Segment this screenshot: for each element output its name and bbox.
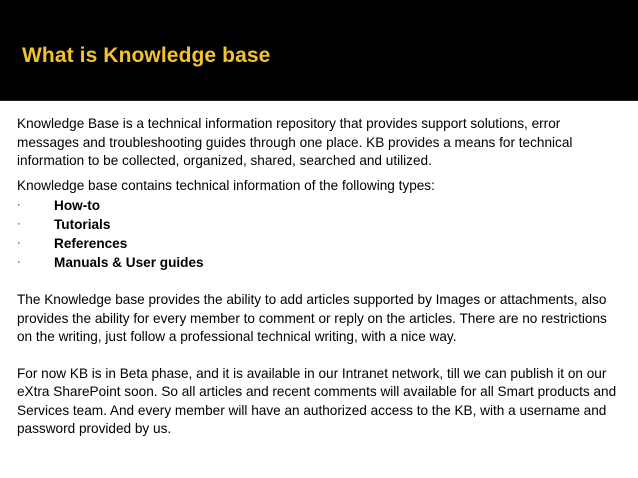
types-list — [17, 196, 625, 272]
types-intro-paragraph: Knowledge base contains technical information of the following types: — [17, 177, 435, 193]
list-item — [17, 215, 625, 234]
list-item-label: References — [54, 236, 128, 251]
bullet-icon: · — [17, 218, 21, 230]
title-bar — [0, 0, 638, 101]
list-item — [17, 253, 625, 272]
slide-body — [17, 115, 625, 439]
list-item — [17, 196, 625, 215]
bullet-icon: · — [17, 256, 21, 268]
list-item-label: How-to — [54, 198, 101, 213]
bullet-icon: · — [17, 199, 21, 211]
slide-title: What is Knowledge base — [22, 44, 271, 67]
intro-paragraph: Knowledge Base is a technical information repository that provides support solutions, error messages and troubleshooting guides through one place. KB provides a means for technical information to be collected, organized, shared, searched and utilized. — [17, 116, 573, 168]
status-paragraph: For now KB is in Beta phase, and it is available in our Intranet network, till we can publish it on our eXtra SharePoint soon. So all articles and recent comments will available for all Smart products and Services team. And every member will have an authorized access to the KB, with a username and password provided by us. — [17, 365, 617, 436]
list-item-label: Tutorials — [54, 217, 111, 232]
list-item — [17, 234, 625, 253]
bullet-icon: · — [17, 237, 21, 249]
list-item-label: Manuals & User guides — [54, 255, 204, 270]
features-paragraph: The Knowledge base provides the ability to add articles supported by Images or attachments, also provides the ability for every member to comment or reply on the articles. There are no restrictions on the writing, just follow a professional technical writing, with a nice way. — [17, 292, 607, 344]
